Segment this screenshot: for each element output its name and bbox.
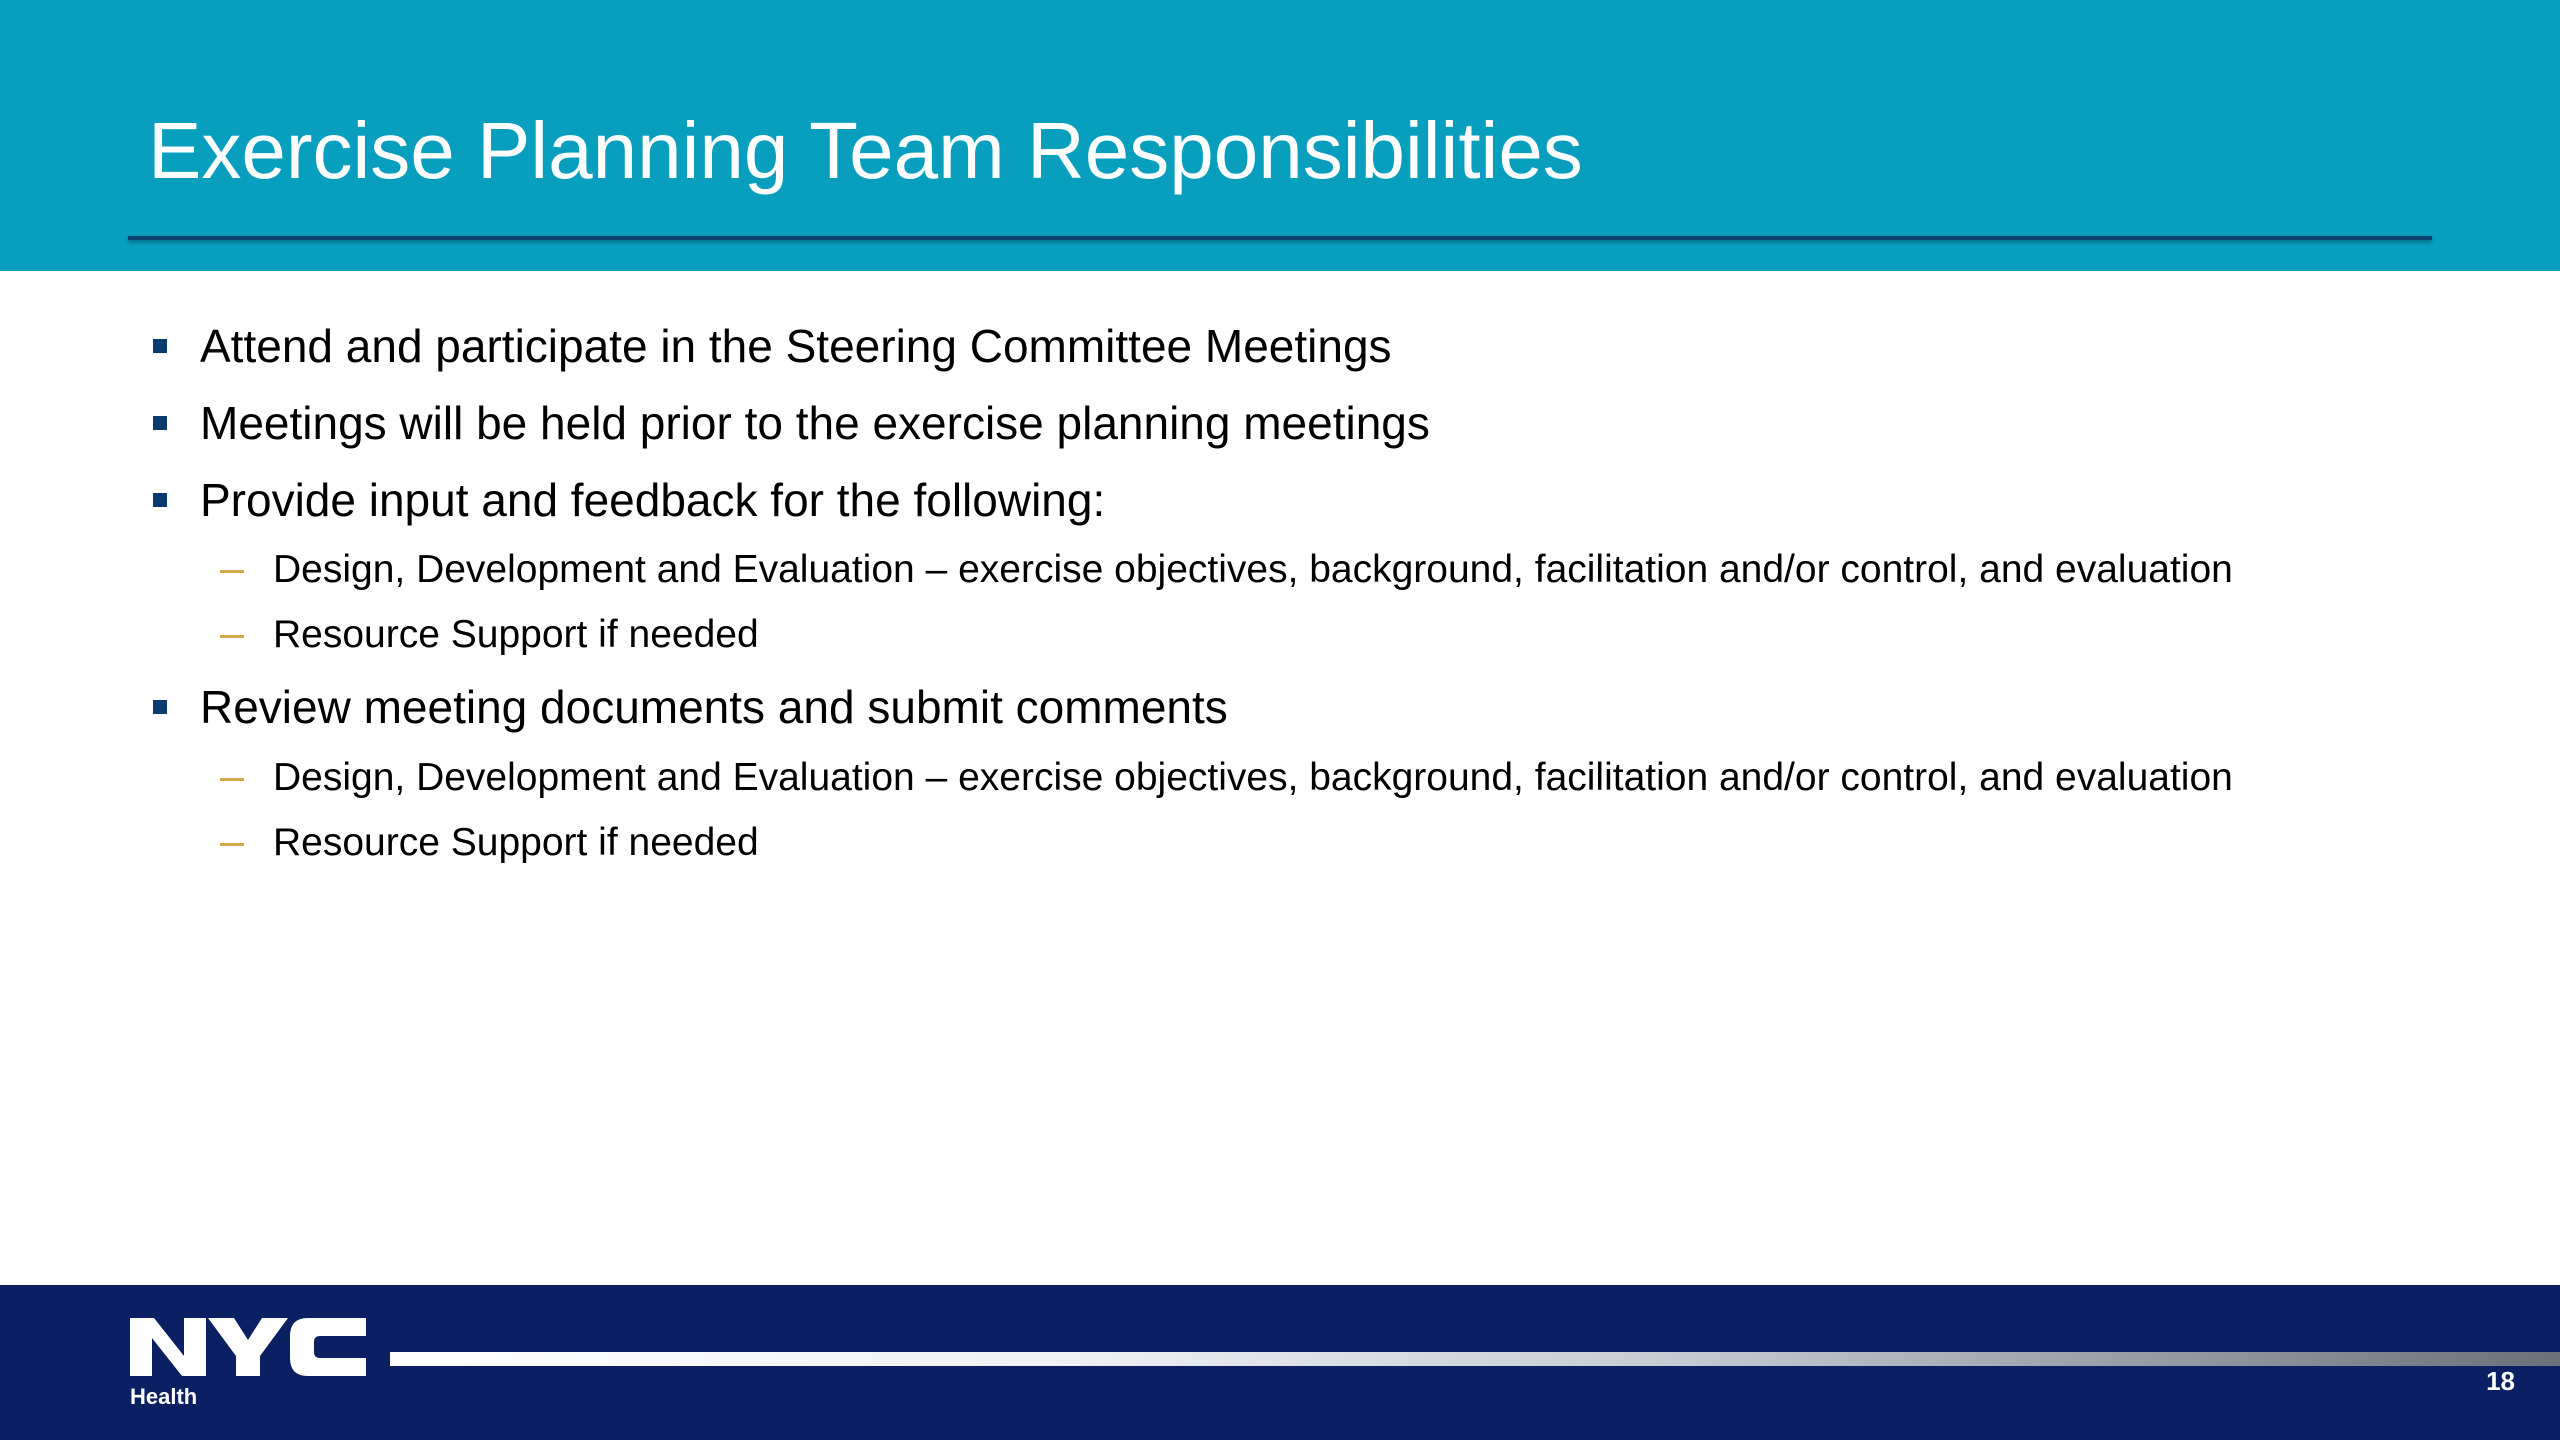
sub-bullet-item: Resource Support if needed bbox=[273, 613, 759, 656]
square-bullet-icon bbox=[153, 416, 167, 430]
page-number: 18 bbox=[2486, 1366, 2515, 1396]
dash-bullet-icon bbox=[220, 570, 244, 573]
bullet-item: Meetings will be held prior to the exercise planning meetings bbox=[200, 397, 1430, 449]
square-bullet-icon bbox=[153, 493, 167, 507]
footer-gradient-bar bbox=[390, 1352, 2560, 1366]
slide-title: Exercise Planning Team Responsibilities bbox=[148, 106, 1583, 195]
square-bullet-icon bbox=[153, 700, 167, 714]
bullet-item: Attend and participate in the Steering Committee Meetings bbox=[200, 320, 1392, 372]
bullet-item: Review meeting documents and submit comments bbox=[200, 681, 1228, 733]
sub-bullet-item: Resource Support if needed bbox=[273, 821, 759, 864]
sub-bullet-item: Design, Development and Evaluation – exercise objectives, background, facilitation and/or control, and evaluation bbox=[273, 756, 2233, 799]
dash-bullet-icon bbox=[220, 778, 244, 781]
logo-health-text: Health bbox=[130, 1384, 198, 1409]
bullet-item: Provide input and feedback for the following: bbox=[200, 474, 1106, 526]
dash-bullet-icon bbox=[220, 635, 244, 638]
square-bullet-icon bbox=[153, 339, 167, 353]
dash-bullet-icon bbox=[220, 843, 244, 846]
sub-bullet-item: Design, Development and Evaluation – exercise objectives, background, facilitation and/or control, and evaluation bbox=[273, 548, 2233, 591]
